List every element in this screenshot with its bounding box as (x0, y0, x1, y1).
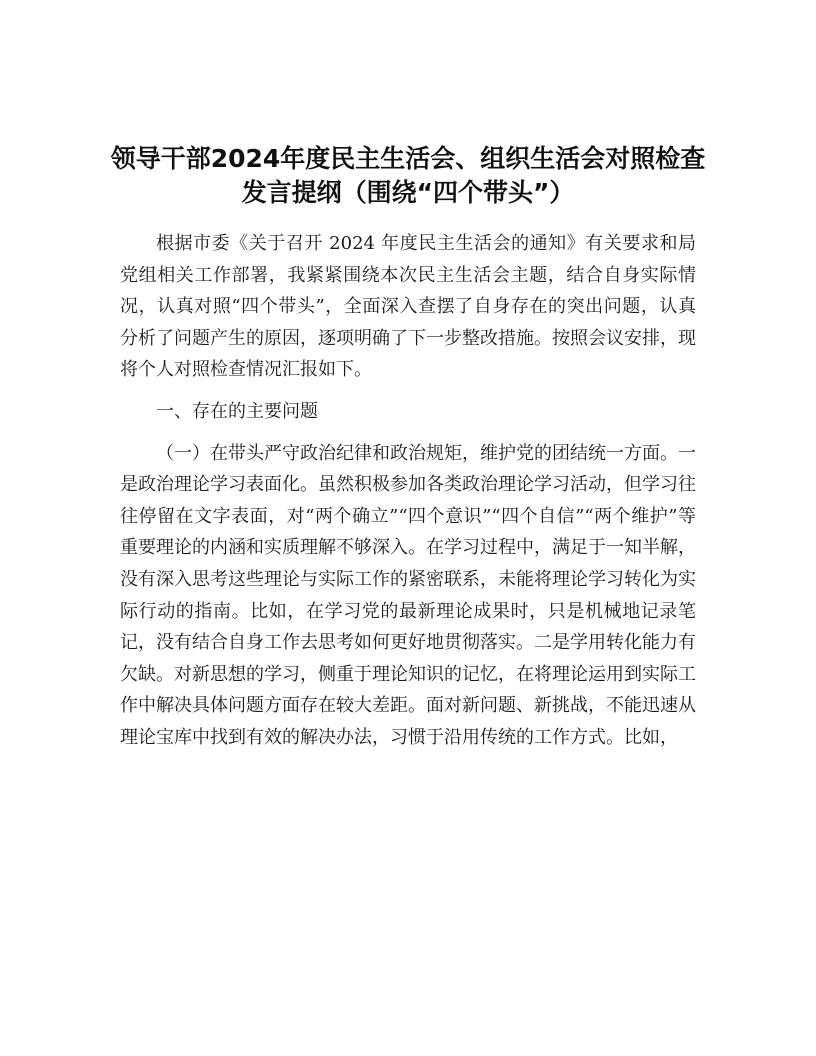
document-title: 领导干部2024年度民主生活会、组织生活会对照检查发言提纲（围绕“四个带头”） (110, 144, 706, 207)
document-body (120, 228, 696, 754)
section-heading: 一、存在的主要问题 (156, 400, 318, 422)
section-paragraph: （一）在带头严守政治纪律和政治规矩，维护党的团结统一方面。一是政治理论学习表面化。虽然积极参加各类政治理论学习活动，但学习往往停留在文字表面，对“两个确立”“四个意识”“四个自信”“两个维护”等重要理论的内涵和实质理解不够深入。在学习过程中，满足于一知半解，没有深入思考这些理论与实际工作的紧密联系，未能将理论学习转化为实际行动的指南。比如，在学习党的最新理论成果时，只是机械地记录笔记，没有结合自身工作去思考如何更好地贯彻落实。二是学用转化能力有欠缺。对新思想的学习，侧重于理论知识的记忆，在将理论运用到实际工作中解决具体问题方面存在较大差距。面对新问题、新挑战，不能迅速从理论宝库中找到有效的解决办法，习惯于沿用传统的工作方式。比如， (120, 442, 696, 748)
intro-paragraph: 根据市委《关于召开 2024 年度民主生活会的通知》有关要求和局党组相关工作部署，我紧紧围绕本次民主生活会主题，结合自身实际情况，认真对照“四个带头”，全面深入查摆了自身存在的突出问题，认真分析了问题产生的原因，逐项明确了下一步整改措施。按照会议安排，现将个人对照检查情况汇报如下。 (120, 233, 696, 381)
